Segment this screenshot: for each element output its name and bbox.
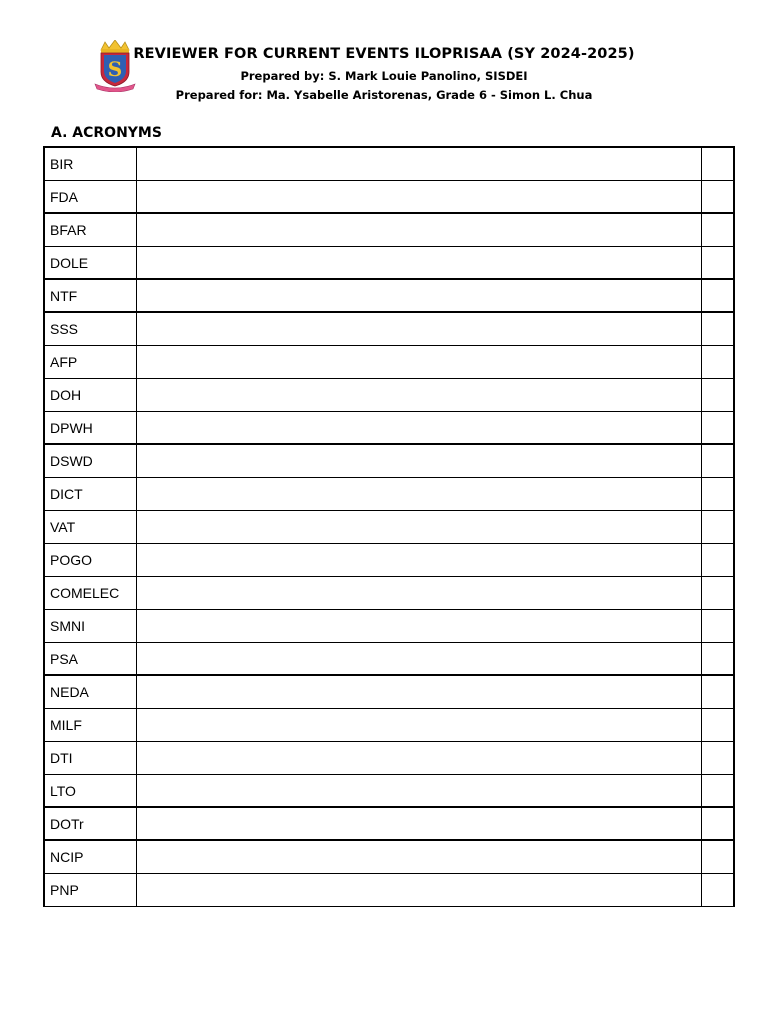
table-row (43, 544, 735, 577)
acronym-cell: DSWD (45, 445, 137, 477)
score-blank-cell[interactable] (702, 313, 733, 345)
score-blank-cell[interactable] (702, 577, 733, 609)
meaning-blank-cell[interactable] (137, 874, 702, 906)
acronym-cell: DPWH (45, 412, 137, 443)
section-title-acronyms: A. ACRONYMS (51, 125, 162, 141)
table-row (43, 775, 735, 808)
meaning-blank-cell[interactable] (137, 808, 702, 839)
meaning-blank-cell[interactable] (137, 610, 702, 642)
score-blank-cell[interactable] (702, 412, 733, 443)
meaning-blank-cell[interactable] (137, 577, 702, 609)
table-row (43, 577, 735, 610)
score-blank-cell[interactable] (702, 181, 733, 212)
score-blank-cell[interactable] (702, 280, 733, 311)
meaning-blank-cell[interactable] (137, 313, 702, 345)
table-row (43, 676, 735, 709)
acronym-cell: DOH (45, 379, 137, 411)
acronym-cell: BIR (45, 148, 137, 180)
meaning-blank-cell[interactable] (137, 346, 702, 378)
table-row (43, 346, 735, 379)
meaning-blank-cell[interactable] (137, 676, 702, 708)
table-row (43, 874, 735, 907)
meaning-blank-cell[interactable] (137, 445, 702, 477)
table-row (43, 808, 735, 841)
meaning-blank-cell[interactable] (137, 379, 702, 411)
table-row (43, 181, 735, 214)
table-row (43, 148, 735, 181)
score-blank-cell[interactable] (702, 544, 733, 576)
meaning-blank-cell[interactable] (137, 478, 702, 510)
table-row (43, 379, 735, 412)
acronym-cell: FDA (45, 181, 137, 212)
meaning-blank-cell[interactable] (137, 148, 702, 180)
meaning-blank-cell[interactable] (137, 742, 702, 774)
table-row (43, 412, 735, 445)
acronym-cell: NTF (45, 280, 137, 311)
acronym-cell: VAT (45, 511, 137, 543)
score-blank-cell[interactable] (702, 742, 733, 774)
acronym-cell: SSS (45, 313, 137, 345)
score-blank-cell[interactable] (702, 346, 733, 378)
score-blank-cell[interactable] (702, 676, 733, 708)
meaning-blank-cell[interactable] (137, 841, 702, 873)
prepared-for: Prepared for: Ma. Ysabelle Aristorenas, Grade 6 - Simon L. Chua (175, 88, 593, 102)
meaning-blank-cell[interactable] (137, 775, 702, 806)
score-blank-cell[interactable] (702, 445, 733, 477)
table-row (43, 478, 735, 511)
score-blank-cell[interactable] (702, 841, 733, 873)
meaning-blank-cell[interactable] (137, 247, 702, 278)
acronym-cell: BFAR (45, 214, 137, 246)
table-row (43, 280, 735, 313)
prepared-by: Prepared by: S. Mark Louie Panolino, SISDEI (240, 69, 528, 83)
acronym-cell: DOTr (45, 808, 137, 839)
meaning-blank-cell[interactable] (137, 643, 702, 674)
score-blank-cell[interactable] (702, 247, 733, 278)
score-blank-cell[interactable] (702, 511, 733, 543)
score-blank-cell[interactable] (702, 610, 733, 642)
meaning-blank-cell[interactable] (137, 280, 702, 311)
meaning-blank-cell[interactable] (137, 511, 702, 543)
acronym-cell: POGO (45, 544, 137, 576)
table-row (43, 742, 735, 775)
acronym-cell: COMELEC (45, 577, 137, 609)
acronym-cell: DOLE (45, 247, 137, 278)
score-blank-cell[interactable] (702, 379, 733, 411)
score-blank-cell[interactable] (702, 214, 733, 246)
table-row (43, 643, 735, 676)
score-blank-cell[interactable] (702, 775, 733, 806)
table-row (43, 214, 735, 247)
acronym-cell: PNP (45, 874, 137, 906)
score-blank-cell[interactable] (702, 148, 733, 180)
score-blank-cell[interactable] (702, 808, 733, 839)
acronym-cell: DICT (45, 478, 137, 510)
table-row (43, 709, 735, 742)
table-row (43, 511, 735, 544)
acronym-cell: LTO (45, 775, 137, 806)
acronym-cell: AFP (45, 346, 137, 378)
document-title: REVIEWER FOR CURRENT EVENTS ILOPRISAA (SY 2024-2025) (133, 46, 635, 62)
score-blank-cell[interactable] (702, 643, 733, 674)
meaning-blank-cell[interactable] (137, 709, 702, 741)
meaning-blank-cell[interactable] (137, 544, 702, 576)
table-row (43, 247, 735, 280)
score-blank-cell[interactable] (702, 709, 733, 741)
svg-text:S: S (107, 57, 123, 81)
acronym-cell: SMNI (45, 610, 137, 642)
table-row (43, 313, 735, 346)
meaning-blank-cell[interactable] (137, 214, 702, 246)
score-blank-cell[interactable] (702, 874, 733, 906)
acronym-cell: PSA (45, 643, 137, 674)
acronym-cell: DTI (45, 742, 137, 774)
acronym-cell: NEDA (45, 676, 137, 708)
acronym-cell: MILF (45, 709, 137, 741)
meaning-blank-cell[interactable] (137, 412, 702, 443)
table-row (43, 610, 735, 643)
table-row (43, 445, 735, 478)
meaning-blank-cell[interactable] (137, 181, 702, 212)
acronym-cell: NCIP (45, 841, 137, 873)
acronyms-table (43, 146, 735, 907)
score-blank-cell[interactable] (702, 478, 733, 510)
table-row (43, 841, 735, 874)
